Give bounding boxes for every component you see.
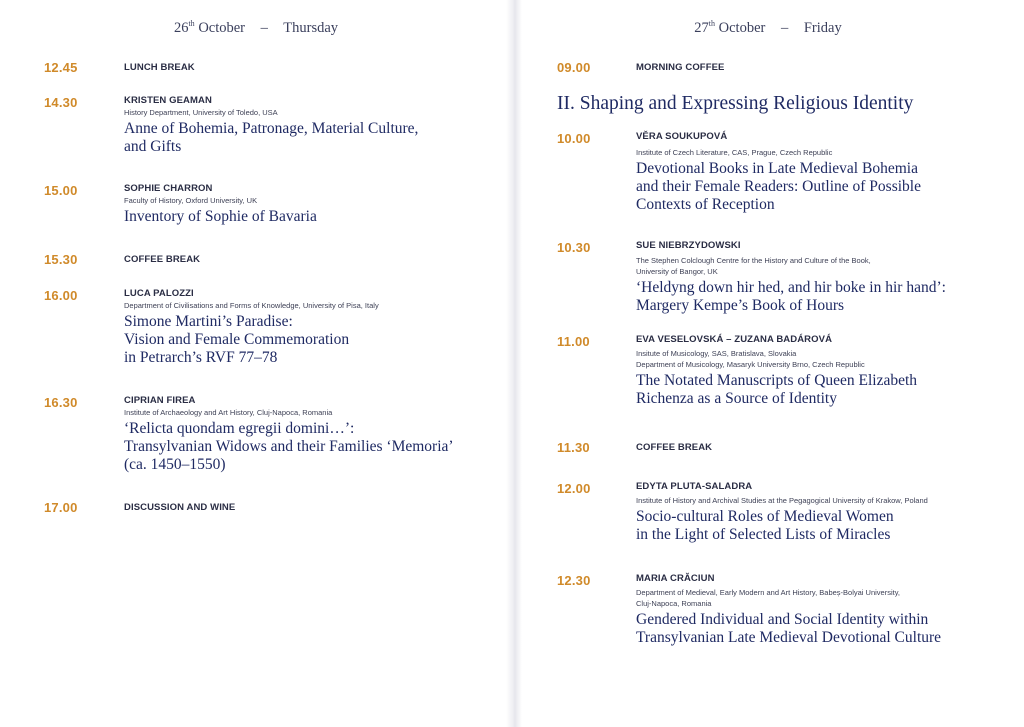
talk-title: The Notated Manuscripts of Queen Elizabeth Richenza as a Source of Identity	[636, 372, 918, 407]
talk-title: Devotional Books in Late Medieval Bohemia and their Female Readers: Outline of Possible Contexts of Reception	[636, 160, 921, 213]
talk-title: Simone Martini’s Paradise: Vision and Female Commemoration in Petrarch’s RVF 77–78	[124, 313, 350, 366]
entry-time: 09.00	[557, 60, 591, 75]
day-suffix: th	[708, 19, 716, 28]
entry-time: 15.00	[44, 183, 78, 198]
talk-title: Gendered Individual and Social Identity within Transylvanian Late Medieval Devotional Culture	[636, 611, 942, 646]
header-separator: –	[780, 19, 789, 36]
talk-title: ‘Relicta quondam egregii domini…’: Transylvanian Widows and their Families ‘Memoria’ (ca. 1450–1550)	[124, 420, 454, 473]
speaker-name: SUE NIEBRZYDOWSKI	[636, 240, 741, 251]
section-heading: II. Shaping and Expressing Religious Identity	[557, 93, 914, 114]
speaker-affiliation: Department of Medieval, Early Modern and Art History, Babeș-Bolyai University,	[636, 588, 900, 597]
speaker-name: LUCA PALOZZI	[124, 288, 194, 299]
speaker-affiliation: Department of Civilisations and Forms of Knowledge, University of Pisa, Italy	[124, 301, 379, 310]
entry-label: LUNCH BREAK	[124, 62, 195, 73]
speaker-affiliation: Insitute of Musicology, SAS, Bratislava, Slovakia	[636, 349, 797, 358]
speaker-name: SOPHIE CHARRON	[124, 183, 213, 194]
speaker-affiliation: Cluj-Napoca, Romania	[636, 599, 712, 608]
right-page	[512, 0, 1024, 727]
speaker-name: MARIA CRĂCIUN	[636, 573, 715, 584]
speaker-affiliation: Institute of Archaeology and Art History, Cluj-Napoca, Romania	[124, 408, 333, 417]
month: October	[198, 19, 246, 36]
entry-label: DISCUSSION AND WINE	[124, 502, 236, 513]
entry-time: 14.30	[44, 95, 78, 110]
speaker-affiliation: Institute of History and Archival Studies at the Pegagogical University of Krakow, Poland	[636, 496, 928, 505]
entry-time: 11.30	[557, 440, 590, 455]
entry-time: 15.30	[44, 252, 78, 267]
entry-time: 11.00	[557, 334, 590, 349]
speaker-name: KRISTEN GEAMAN	[124, 95, 212, 106]
speaker-name: VĚRA SOUKUPOVÁ	[636, 131, 728, 142]
speaker-affiliation: The Stephen Colclough Centre for the History and Culture of the Book,	[636, 256, 871, 265]
month: October	[718, 19, 766, 36]
entry-time: 10.30	[557, 240, 591, 255]
talk-title: ‘Heldyng down hir hed, and hir boke in hir hand’: Margery Kempe’s Book of Hours	[636, 279, 946, 314]
speaker-affiliation: Department of Musicology, Masaryk University Brno, Czech Republic	[636, 360, 865, 369]
day-number: 26	[173, 19, 189, 36]
header-separator: –	[260, 19, 268, 36]
speaker-affiliation: University of Bangor, UK	[636, 267, 718, 276]
entry-time: 16.00	[44, 288, 78, 303]
speaker-name: EVA VESELOVSKÁ – ZUZANA BADÁROVÁ	[636, 334, 833, 345]
talk-title: Anne of Bohemia, Patronage, Material Culture, and Gifts	[124, 120, 419, 155]
entry-time: 12.45	[44, 60, 78, 75]
talk-title: Inventory of Sophie of Bavaria	[124, 208, 317, 225]
speaker-affiliation: History Department, University of Toledo, USA	[124, 108, 278, 117]
entry-label: COFFEE BREAK	[124, 254, 201, 265]
talk-title: Socio-cultural Roles of Medieval Women in the Light of Selected Lists of Miracles	[636, 508, 894, 543]
entry-time: 17.00	[44, 500, 78, 515]
entry-label: MORNING COFFEE	[636, 62, 725, 73]
entry-label: COFFEE BREAK	[636, 442, 713, 453]
weekday: Thursday	[283, 19, 339, 36]
entry-time: 12.00	[557, 481, 591, 496]
speaker-name: EDYTA PLUTA-SALADRA	[636, 481, 753, 492]
day-suffix: th	[188, 19, 195, 28]
day-header-thursday	[0, 19, 512, 37]
speaker-affiliation: Institute of Czech Literature, CAS, Prague, Czech Republic	[636, 148, 833, 157]
entry-time: 12.30	[557, 573, 591, 588]
entry-time: 16.30	[44, 395, 78, 410]
speaker-affiliation: Faculty of History, Oxford University, UK	[124, 196, 258, 205]
speaker-name: CIPRIAN FIREA	[124, 395, 196, 406]
day-header-friday	[512, 19, 1024, 37]
day-number: 27	[694, 19, 709, 36]
entry-time: 10.00	[557, 131, 591, 146]
weekday: Friday	[803, 19, 842, 36]
